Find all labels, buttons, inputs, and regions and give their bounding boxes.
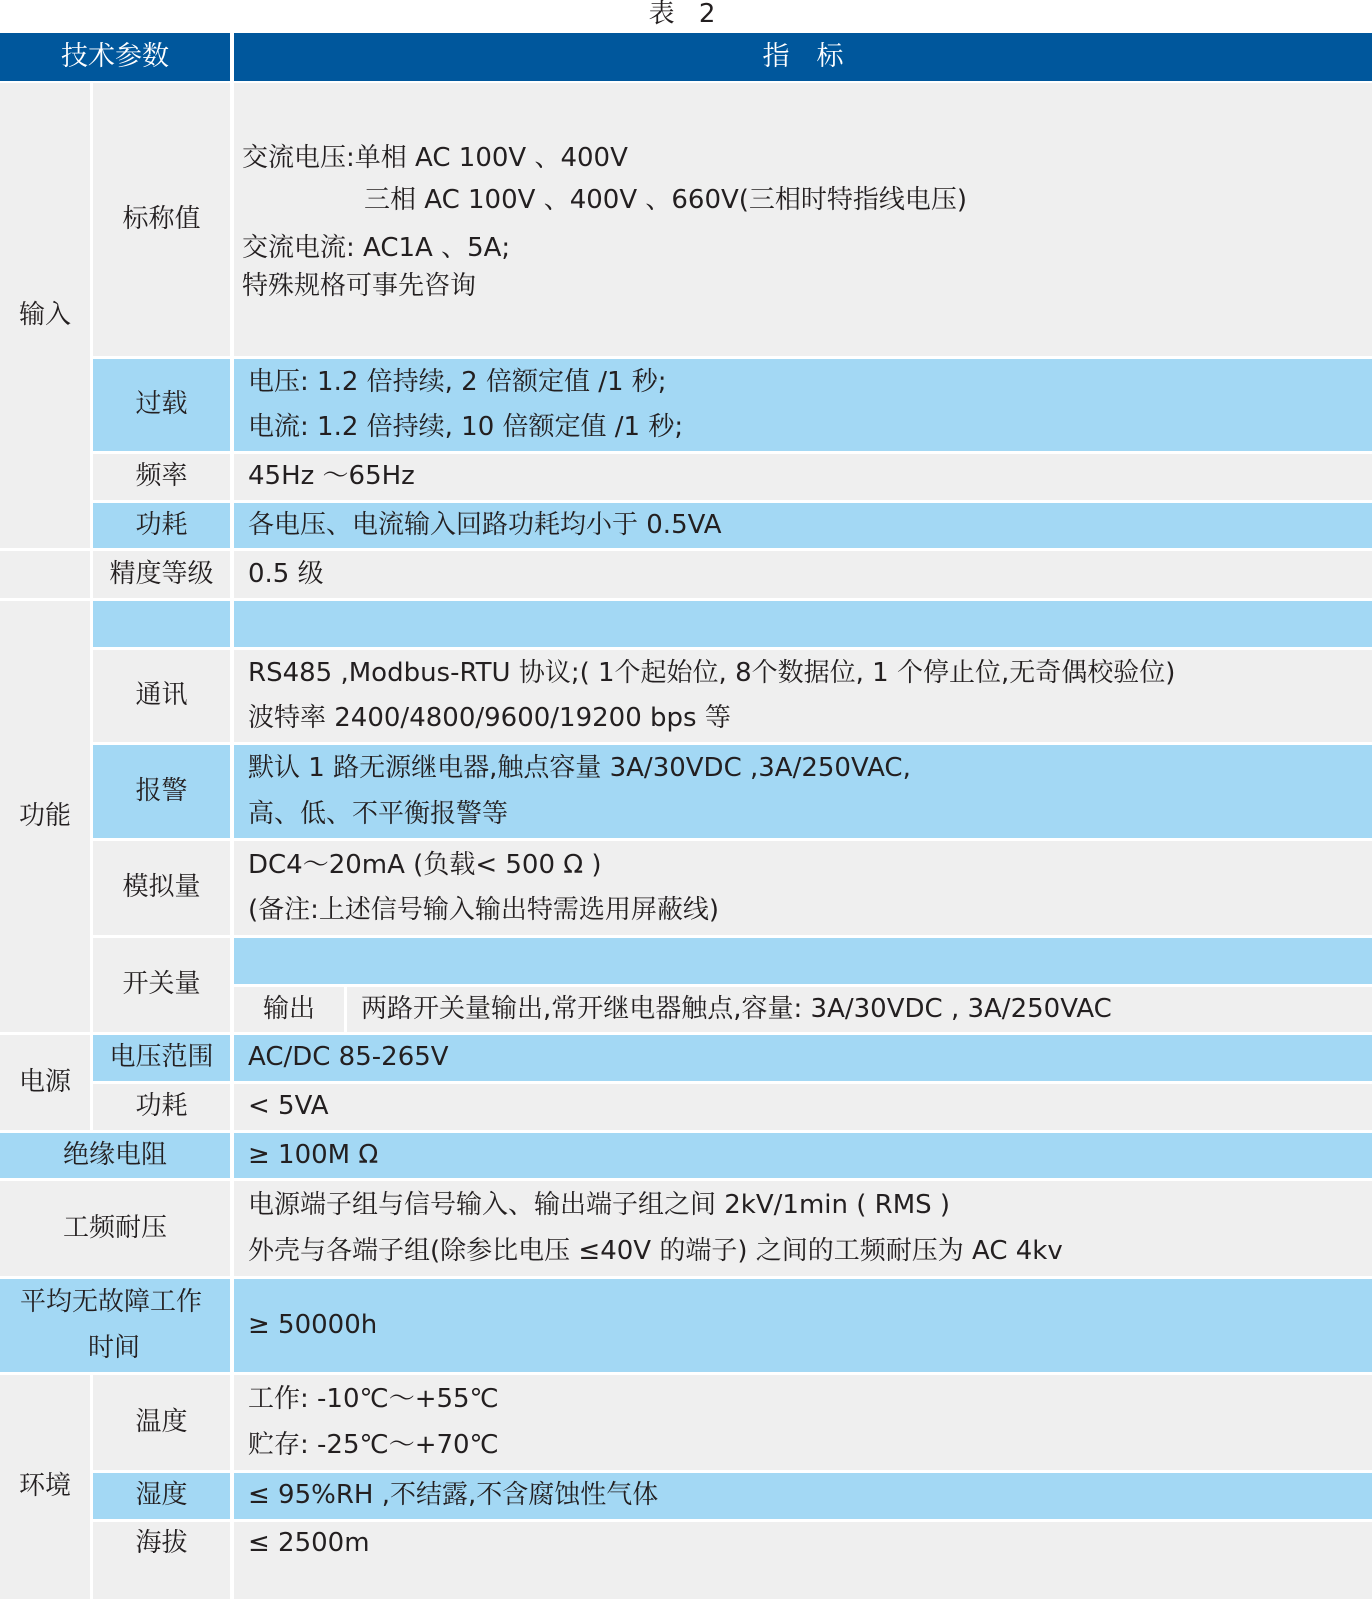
comm-line-2: 波特率 2400/4800/9600/19200 bps 等 xyxy=(248,703,731,733)
frequency-label: 频率 xyxy=(93,454,230,500)
comm-value xyxy=(234,650,1372,742)
nominal-value xyxy=(234,83,1372,356)
table-caption: 表 2 xyxy=(648,0,724,29)
overload-value xyxy=(234,359,1372,451)
switch-blank-row xyxy=(234,938,1372,984)
accuracy-label: 精度等级 xyxy=(93,551,230,598)
environment-group-label: 环境 xyxy=(0,1375,90,1599)
function-blank-label xyxy=(93,601,230,647)
nominal-line-3: 交流电流: AC1A 、5A; xyxy=(242,233,511,263)
analog-line-1: DC4～20mA (负载< 500 Ω ) xyxy=(248,849,602,880)
nominal-line-4: 特殊规格可事先咨询 xyxy=(242,271,477,301)
switch-output-label: 输出 xyxy=(234,987,344,1032)
supply-group-label: 电源 xyxy=(0,1035,90,1130)
header-param: 技术参数 xyxy=(0,33,230,81)
humidity-label: 湿度 xyxy=(93,1473,230,1519)
switch-output-value: 两路开关量输出,常开继电器触点,容量: 3A/30VDC , 3A/250VAC xyxy=(347,987,1372,1032)
alarm-line-1: 默认 1 路无源继电器,触点容量 3A/30VDC ,3A/250VAC, xyxy=(248,753,911,784)
overload-label: 过载 xyxy=(93,359,230,451)
frequency-value: 45Hz ～65Hz xyxy=(234,454,1372,500)
nominal-label: 标称值 xyxy=(93,83,230,356)
insulation-label: 绝缘电阻 xyxy=(0,1133,230,1178)
insulation-value: ≥ 100M Ω xyxy=(234,1133,1372,1178)
supply-voltage-value: AC/DC 85-265V xyxy=(234,1035,1372,1081)
accuracy-value: 0.5 级 xyxy=(234,551,1372,598)
supply-power-label: 功耗 xyxy=(93,1084,230,1130)
switch-label: 开关量 xyxy=(93,938,230,1032)
altitude-label: 海拔 xyxy=(93,1522,230,1599)
supply-voltage-label: 电压范围 xyxy=(93,1035,230,1081)
alarm-line-2: 高、低、不平衡报警等 xyxy=(248,798,509,829)
temperature-label: 温度 xyxy=(93,1375,230,1470)
function-blank-value xyxy=(234,601,1372,647)
supply-power-value: < 5VA xyxy=(234,1084,1372,1130)
overload-line-1: 电压: 1.2 倍持续, 2 倍额定值 /1 秒; xyxy=(248,366,667,397)
input-group-label: 输入 xyxy=(0,83,90,548)
mtbf-label xyxy=(0,1279,230,1372)
withstand-line-2: 外壳与各端子组(除参比电压 ≤40V 的端子) 之间的工频耐压为 AC 4kv xyxy=(248,1235,1063,1266)
mtbf-value: ≥ 50000h xyxy=(234,1279,1372,1372)
altitude-value: ≤ 2500m xyxy=(234,1522,1372,1599)
withstand-label: 工频耐压 xyxy=(0,1181,230,1276)
humidity-value: ≤ 95%RH ,不结露,不含腐蚀性气体 xyxy=(234,1473,1372,1519)
comm-line-1: RS485 ,Modbus-RTU 协议;( 1个起始位, 8个数据位, 1 个停止位,无奇偶校验位) xyxy=(248,657,1176,688)
overload-line-2: 电流: 1.2 倍持续, 10 倍额定值 /1 秒; xyxy=(248,412,684,442)
withstand-value xyxy=(234,1181,1372,1276)
input-power-label: 功耗 xyxy=(93,503,230,548)
accuracy-blank xyxy=(0,551,90,598)
temperature-line-2: 贮存: -25℃～+70℃ xyxy=(248,1429,499,1460)
analog-line-2: (备注:上述信号输入输出特需选用屏蔽线) xyxy=(248,895,720,925)
comm-label: 通讯 xyxy=(93,650,230,742)
withstand-line-1: 电源端子组与信号输入、输出端子组之间 2kV/1min ( RMS ) xyxy=(248,1190,951,1221)
input-power-value: 各电压、电流输入回路功耗均小于 0.5VA xyxy=(234,503,1372,548)
alarm-value xyxy=(234,745,1372,838)
function-group-label: 功能 xyxy=(0,601,90,1032)
nominal-line-2: 三相 AC 100V 、400V 、660V(三相时特指线电压) xyxy=(364,185,968,215)
mtbf-label-line-2: 时间 xyxy=(88,1332,141,1363)
alarm-label: 报警 xyxy=(93,745,230,838)
header-value: 指 标 xyxy=(234,33,1372,81)
analog-value xyxy=(234,841,1372,935)
temperature-line-1: 工作: -10℃～+55℃ xyxy=(248,1384,499,1415)
nominal-line-1: 交流电压:单相 AC 100V 、400V xyxy=(242,143,628,173)
temperature-value xyxy=(234,1375,1372,1470)
analog-label: 模拟量 xyxy=(93,841,230,935)
mtbf-label-line-1: 平均无故障工作 xyxy=(20,1287,203,1318)
